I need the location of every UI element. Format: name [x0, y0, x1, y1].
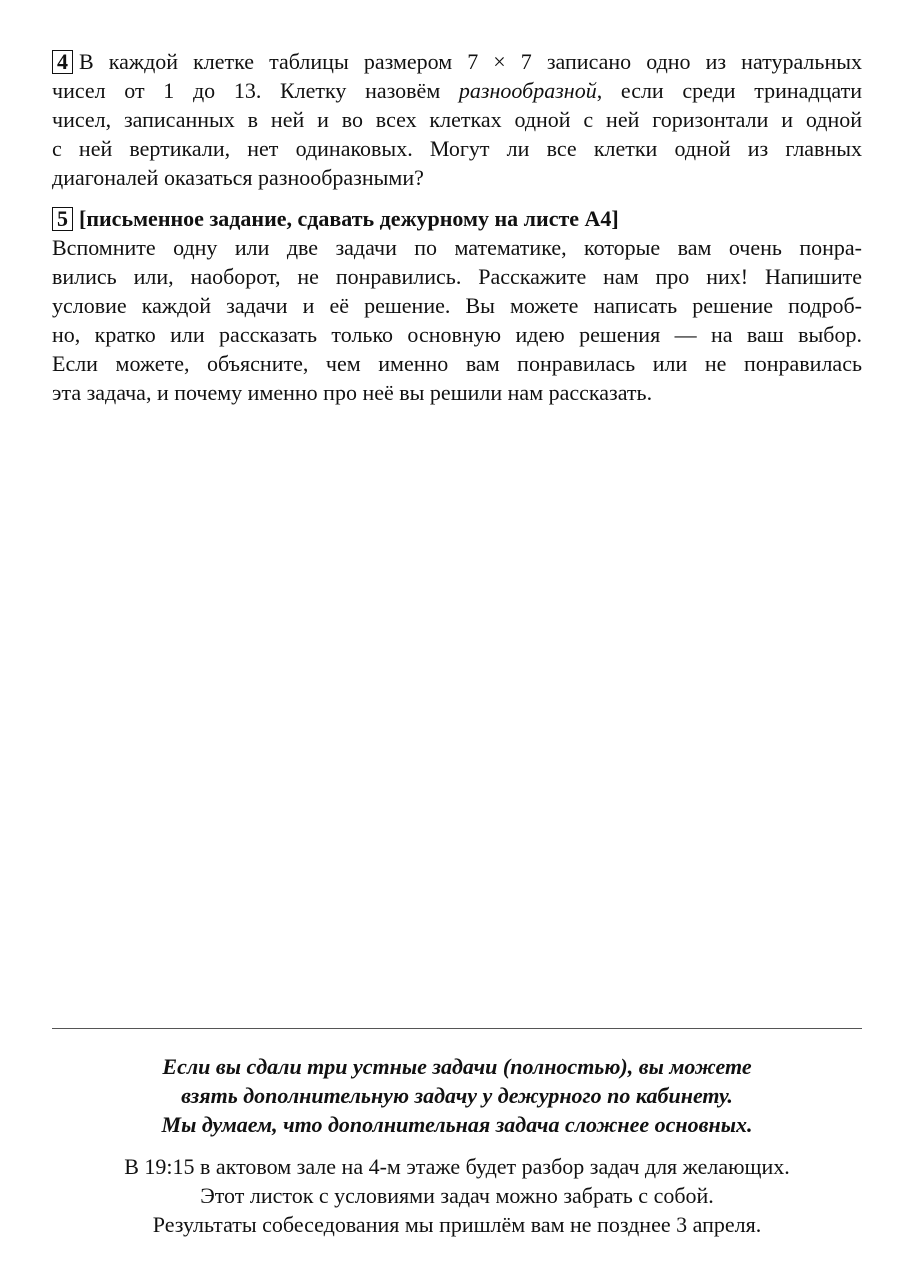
task-5-title: [письменное задание, сдавать дежурному на листе А4] [79, 206, 619, 231]
task-4-line [52, 76, 862, 105]
task-4-line [52, 47, 862, 76]
task-4-line: диагоналей оказаться разнообразными? [52, 165, 424, 190]
footer-italic-line: взять дополнительную задачу у дежурного по кабинету. [181, 1083, 733, 1108]
footer-line: В 19:15 в актовом зале на 4-м этаже будет разбор задач для желающих. [124, 1154, 790, 1179]
footer-italic-note [52, 1052, 862, 1139]
task-text: чисел от 1 до 13. Клетку назовём [52, 78, 459, 103]
task-5 [52, 204, 862, 407]
divider [52, 1028, 862, 1029]
task-text: В каждой клетке таблицы размером 7 × 7 записано одно из натуральных [79, 49, 862, 74]
task-5-line: эта задача, и почему именно про неё вы решили нам рассказать. [52, 380, 653, 405]
footer-italic-line: Если вы сдали три устные задачи (полностью), вы можете [162, 1054, 752, 1079]
task-5-header [52, 204, 862, 233]
task-5-line: Вспомните одну или две задачи по математике, которые вам очень понра- [52, 235, 862, 260]
task-number: 5 [52, 207, 73, 231]
term-italic: разнообразной [458, 78, 597, 103]
footer-line: Результаты собеседования мы пришлём вам не позднее 3 апреля. [152, 1212, 762, 1237]
task-4 [52, 47, 862, 192]
task-5-line: вились или, наоборот, не понравились. Расскажите нам про них! Напишите [52, 264, 862, 289]
task-number: 4 [52, 50, 73, 74]
task-5-line: условие каждой задачи и её решение. Вы можете написать решение подроб- [52, 293, 862, 318]
task-text: , если среди тринадцати [596, 78, 862, 103]
task-4-line: с ней вертикали, нет одинаковых. Могут ли все клетки одной из главных [52, 136, 862, 161]
footer-info [52, 1152, 862, 1239]
task-5-line: но, кратко или рассказать только основную идею решения — на ваш выбор. [52, 322, 862, 347]
task-5-line: Если можете, объясните, чем именно вам понравилась или не понравилась [52, 351, 862, 376]
task-4-line: чисел, записанных в ней и во всех клетках одной с ней горизонтали и одной [52, 107, 862, 132]
footer-italic-line: Мы думаем, что дополнительная задача сложнее основных. [161, 1112, 753, 1137]
footer-line: Этот листок с условиями задач можно забрать с собой. [200, 1183, 714, 1208]
